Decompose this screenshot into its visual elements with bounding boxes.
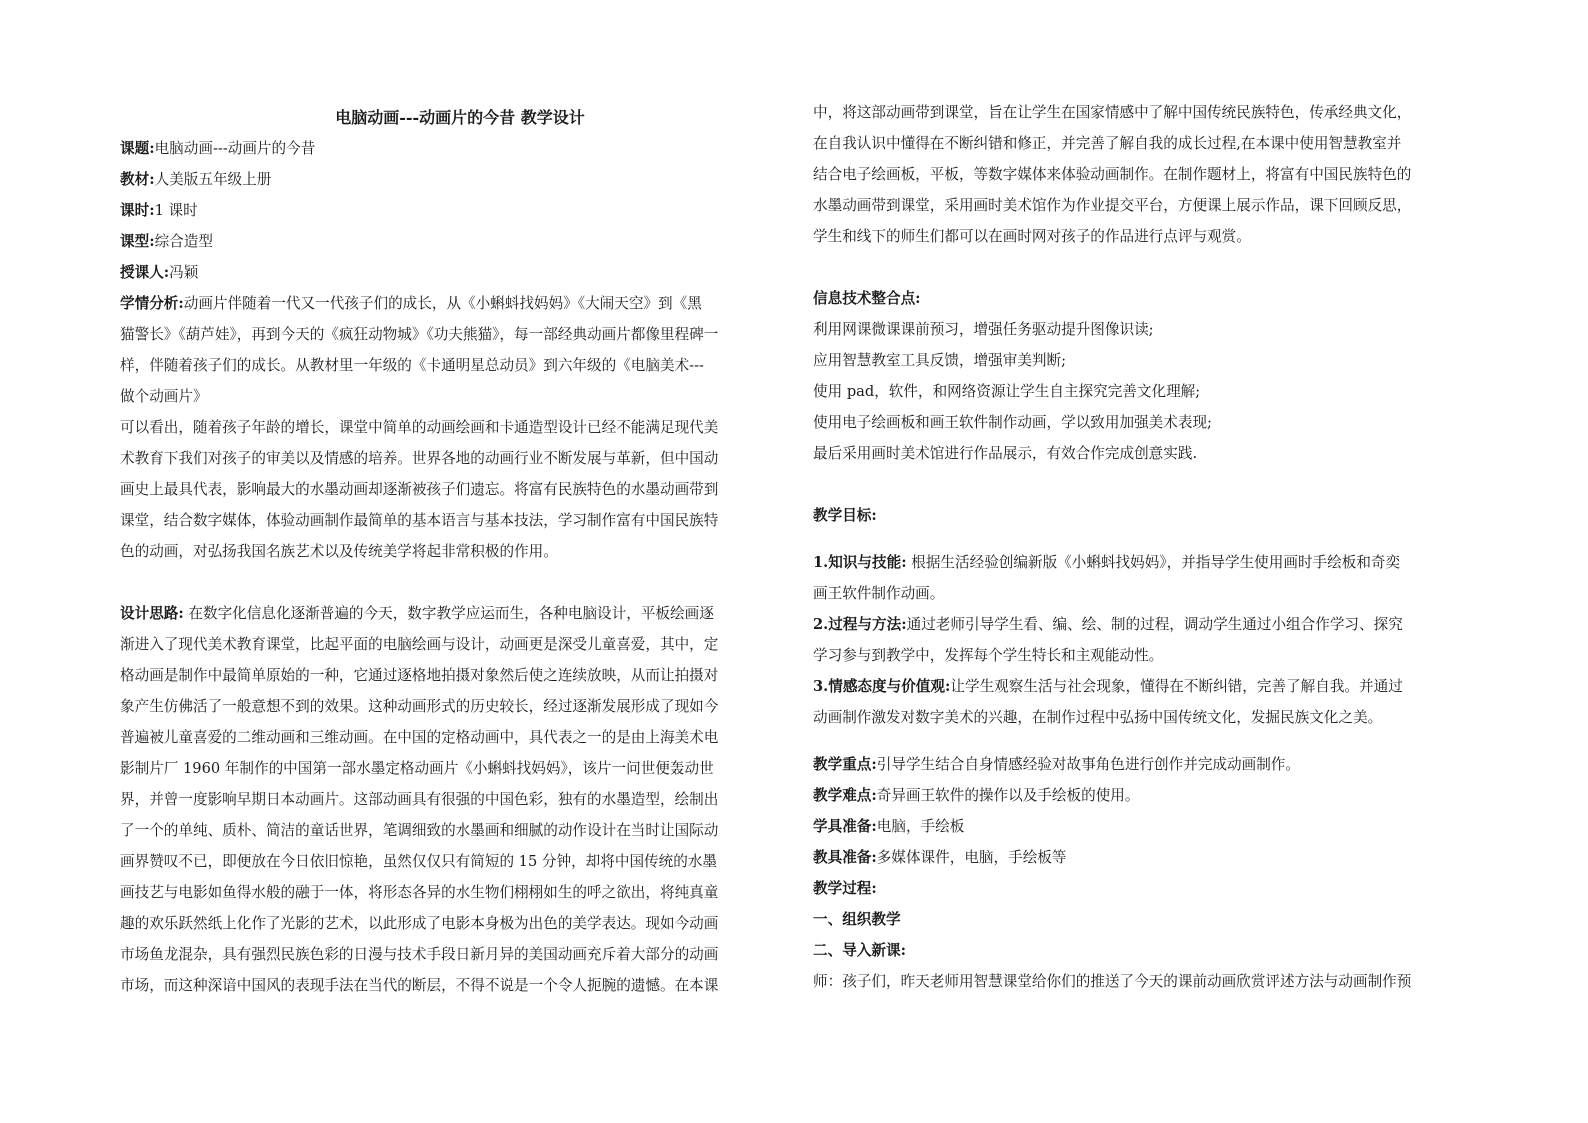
goal-label: 3.情感态度与价值观: bbox=[813, 678, 951, 695]
goal-label: 1.知识与技能: bbox=[813, 554, 907, 571]
spacer bbox=[813, 531, 1473, 547]
goal-item bbox=[813, 547, 1473, 578]
design-continued-line: 中，将这部动画带到课堂，旨在让学生在国家情感中了解中国传统民族特色，传承经典文化， bbox=[813, 104, 1412, 121]
design-line: 格动画是制作中最简单原始的一种，它通过逐格地拍摄对象然后使之连续放映，从而让拍摄对 bbox=[120, 667, 719, 684]
goals-heading: 教学目标: bbox=[813, 507, 877, 524]
detail-label: 教学重点: bbox=[813, 756, 877, 773]
goal-item bbox=[813, 671, 1473, 702]
design-line: 趣的欢乐跃然纸上化作了光影的艺术，以此形成了电影本身极为出色的美学表达。现如今动画 bbox=[120, 915, 719, 932]
spacer bbox=[120, 567, 780, 598]
goal-label: 2.过程与方法: bbox=[813, 616, 907, 633]
spacer bbox=[813, 252, 1473, 283]
meta-label: 课题: bbox=[120, 140, 155, 157]
detail-label: 学具准备: bbox=[813, 818, 877, 835]
analysis-line bbox=[120, 288, 780, 319]
analysis-para-line: 色的动画，对弘扬我国名族艺术以及传统美学将起非常积极的作用。 bbox=[120, 543, 558, 560]
meta-textbook bbox=[120, 164, 780, 195]
analysis-text: 动画片伴随着一代又一代孩子们的成长，从《小蝌蚪找妈妈》《大闹天空》到《黑 bbox=[183, 295, 702, 312]
process-heading: 教学过程: bbox=[813, 880, 877, 897]
meta-value: 综合造型 bbox=[154, 233, 213, 250]
meta-type bbox=[120, 226, 780, 257]
spacer bbox=[813, 733, 1473, 749]
design-line bbox=[120, 598, 780, 629]
meta-label: 教材: bbox=[120, 171, 155, 188]
meta-value: 1 课时 bbox=[154, 202, 198, 219]
process-intro: 师：孩子们，昨天老师用智慧课堂给你们的推送了今天的课前动画欣赏评述方法与动画制作预 bbox=[813, 973, 1412, 990]
design-line: 普遍被儿童喜爱的二维动画和三维动画。在中国的定格动画中，具代表之一的是由上海美术电 bbox=[120, 729, 719, 746]
design-line: 市场，而这种深谙中国风的表现手法在当代的断层，不得不说是一个令人扼腕的遗憾。在本课 bbox=[120, 977, 719, 994]
detail-key-point bbox=[813, 749, 1473, 780]
design-continued-line: 水墨动画带到课堂，采用画时美术馆作为作业提交平台，方便课上展示作品，课下回顾反思， bbox=[813, 197, 1412, 214]
detail-label: 教学难点: bbox=[813, 787, 877, 804]
tech-heading: 信息技术整合点: bbox=[813, 290, 921, 307]
analysis-line: 做个动画片》 bbox=[120, 388, 208, 405]
design-line: 影制片厂 1960 年制作的中国第一部水墨定格动画片《小蝌蚪找妈妈》，该片一问世便轰动世 bbox=[120, 760, 714, 777]
goal-text: 让学生观察生活与社会现象，懂得在不断纠错，完善了解自我。并通过 bbox=[950, 678, 1403, 695]
process-step: 二、导入新课: bbox=[813, 942, 906, 959]
meta-value: 电脑动画---动画片的今昔 bbox=[154, 140, 316, 157]
analysis-para-line: 可以看出，随着孩子年龄的增长，课堂中简单的动画绘画和卡通造型设计已经不能满足现代美 bbox=[120, 419, 719, 436]
tech-item: 使用电子绘画板和画王软件制作动画，学以致用加强美术表现; bbox=[813, 414, 1212, 431]
goal-item-cont: 动画制作激发对数字美术的兴趣，在制作过程中弘扬中国传统文化，发掘民族文化之美。 bbox=[813, 709, 1383, 726]
goal-item bbox=[813, 609, 1473, 640]
design-line: 界，并曾一度影响早期日本动画片。这部动画具有很强的中国色彩，独有的水墨造型，绘制出 bbox=[120, 791, 719, 808]
goal-item-cont: 画王软件制作动画。 bbox=[813, 585, 945, 602]
tech-item: 利用网课微课课前预习，增强任务驱动提升图像识读; bbox=[813, 321, 1154, 338]
analysis-label: 学情分析: bbox=[120, 295, 184, 312]
goal-text: 根据生活经验创编新版《小蝌蚪找妈妈》，并指导学生使用画时手绘板和奇奕 bbox=[906, 554, 1401, 571]
detail-difficulty bbox=[813, 780, 1473, 811]
right-column bbox=[813, 97, 1473, 997]
design-continued-line: 学生和线下的师生们都可以在画时网对孩子的作品进行点评与观赏。 bbox=[813, 228, 1251, 245]
design-continued-line: 在自我认识中懂得在不断纠错和修正，并完善了解自我的成长过程,在本课中使用智慧教室并 bbox=[813, 135, 1402, 152]
design-text: 在数字化信息化逐渐普遍的今天，数字教学应运而生，各种电脑设计，平板绘画逐 bbox=[183, 605, 714, 622]
detail-value: 引导学生结合自身情感经验对故事角色进行创作并完成动画制作。 bbox=[876, 756, 1300, 773]
tech-item: 应用智慧教室工具反馈，增强审美判断; bbox=[813, 352, 1067, 369]
tech-item: 最后采用画时美术馆进行作品展示，有效合作完成创意实践. bbox=[813, 445, 1198, 462]
meta-label: 课时: bbox=[120, 202, 155, 219]
spacer bbox=[813, 469, 1473, 500]
detail-teacher-tools bbox=[813, 842, 1473, 873]
detail-value: 多媒体课件，电脑，手绘板等 bbox=[876, 849, 1067, 866]
detail-label: 教具准备: bbox=[813, 849, 877, 866]
goal-text: 通过老师引导学生看、编、绘、制的过程，调动学生通过小组合作学习、探究 bbox=[906, 616, 1403, 633]
design-line: 渐进入了现代美术教育课堂，比起平面的电脑绘画与设计，动画更是深受儿童喜爱，其中，定 bbox=[120, 636, 719, 653]
analysis-para-line: 画史上最具代表，影响最大的水墨动画却逐渐被孩子们遗忘。将富有民族特色的水墨动画带到 bbox=[120, 481, 719, 498]
meta-value: 人美版五年级上册 bbox=[154, 171, 272, 188]
design-line: 市场鱼龙混杂，具有强烈民族色彩的日漫与技术手段日新月异的美国动画充斥着大部分的动画 bbox=[120, 946, 719, 963]
left-column bbox=[120, 96, 780, 1001]
meta-periods bbox=[120, 195, 780, 226]
meta-label: 课型: bbox=[120, 233, 155, 250]
detail-student-tools bbox=[813, 811, 1473, 842]
detail-value: 奇异画王软件的操作以及手绘板的使用。 bbox=[876, 787, 1140, 804]
design-label: 设计思路: bbox=[120, 605, 184, 622]
design-line: 象产生仿佛活了一般意想不到的效果。这种动画形式的历史较长，经过逐渐发展形成了现如今 bbox=[120, 698, 719, 715]
meta-value: 冯颖 bbox=[169, 264, 199, 281]
analysis-para-line: 术教育下我们对孩子的审美以及情感的培养。世界各地的动画行业不断发展与革新，但中国动 bbox=[120, 450, 719, 467]
analysis-line: 样，伴随着孩子们的成长。从教材里一年级的《卡通明星总动员》到六年级的《电脑美术--- bbox=[120, 357, 704, 374]
process-step: 一、组织教学 bbox=[813, 911, 901, 928]
meta-label: 授课人: bbox=[120, 264, 170, 281]
design-continued-line: 结合电子绘画板，平板，等数字媒体来体验动画制作。在制作题材上，将富有中国民族特色的 bbox=[813, 166, 1412, 183]
meta-teacher bbox=[120, 257, 780, 288]
analysis-para-line: 课堂，结合数字媒体，体验动画制作最简单的基本语言与基本技法，学习制作富有中国民族特 bbox=[120, 512, 719, 529]
detail-value: 电脑，手绘板 bbox=[876, 818, 965, 835]
document-title: 电脑动画---动画片的今昔 教学设计 bbox=[335, 108, 585, 127]
design-line: 画界赞叹不已，即便放在今日依旧惊艳，虽然仅仅只有简短的 15 分钟，却将中国传统的水墨 bbox=[120, 853, 718, 870]
goal-item-cont: 学习参与到教学中，发挥每个学生特长和主观能动性。 bbox=[813, 647, 1164, 664]
design-line: 了一个的单纯、质朴、简洁的童话世界，笔调细致的水墨画和细腻的动作设计在当时让国际动 bbox=[120, 822, 719, 839]
tech-item: 使用 pad，软件，和网络资源让学生自主探究完善文化理解; bbox=[813, 383, 1201, 400]
design-line: 画技艺与电影如鱼得水般的融于一体，将形态各异的水生物们栩栩如生的呼之欲出，将纯真童 bbox=[120, 884, 719, 901]
meta-topic bbox=[120, 133, 780, 164]
analysis-line: 猫警长》《葫芦娃》，再到今天的《疯狂动物城》《功夫熊猫》，每一部经典动画片都像里程碑一 bbox=[120, 326, 719, 343]
